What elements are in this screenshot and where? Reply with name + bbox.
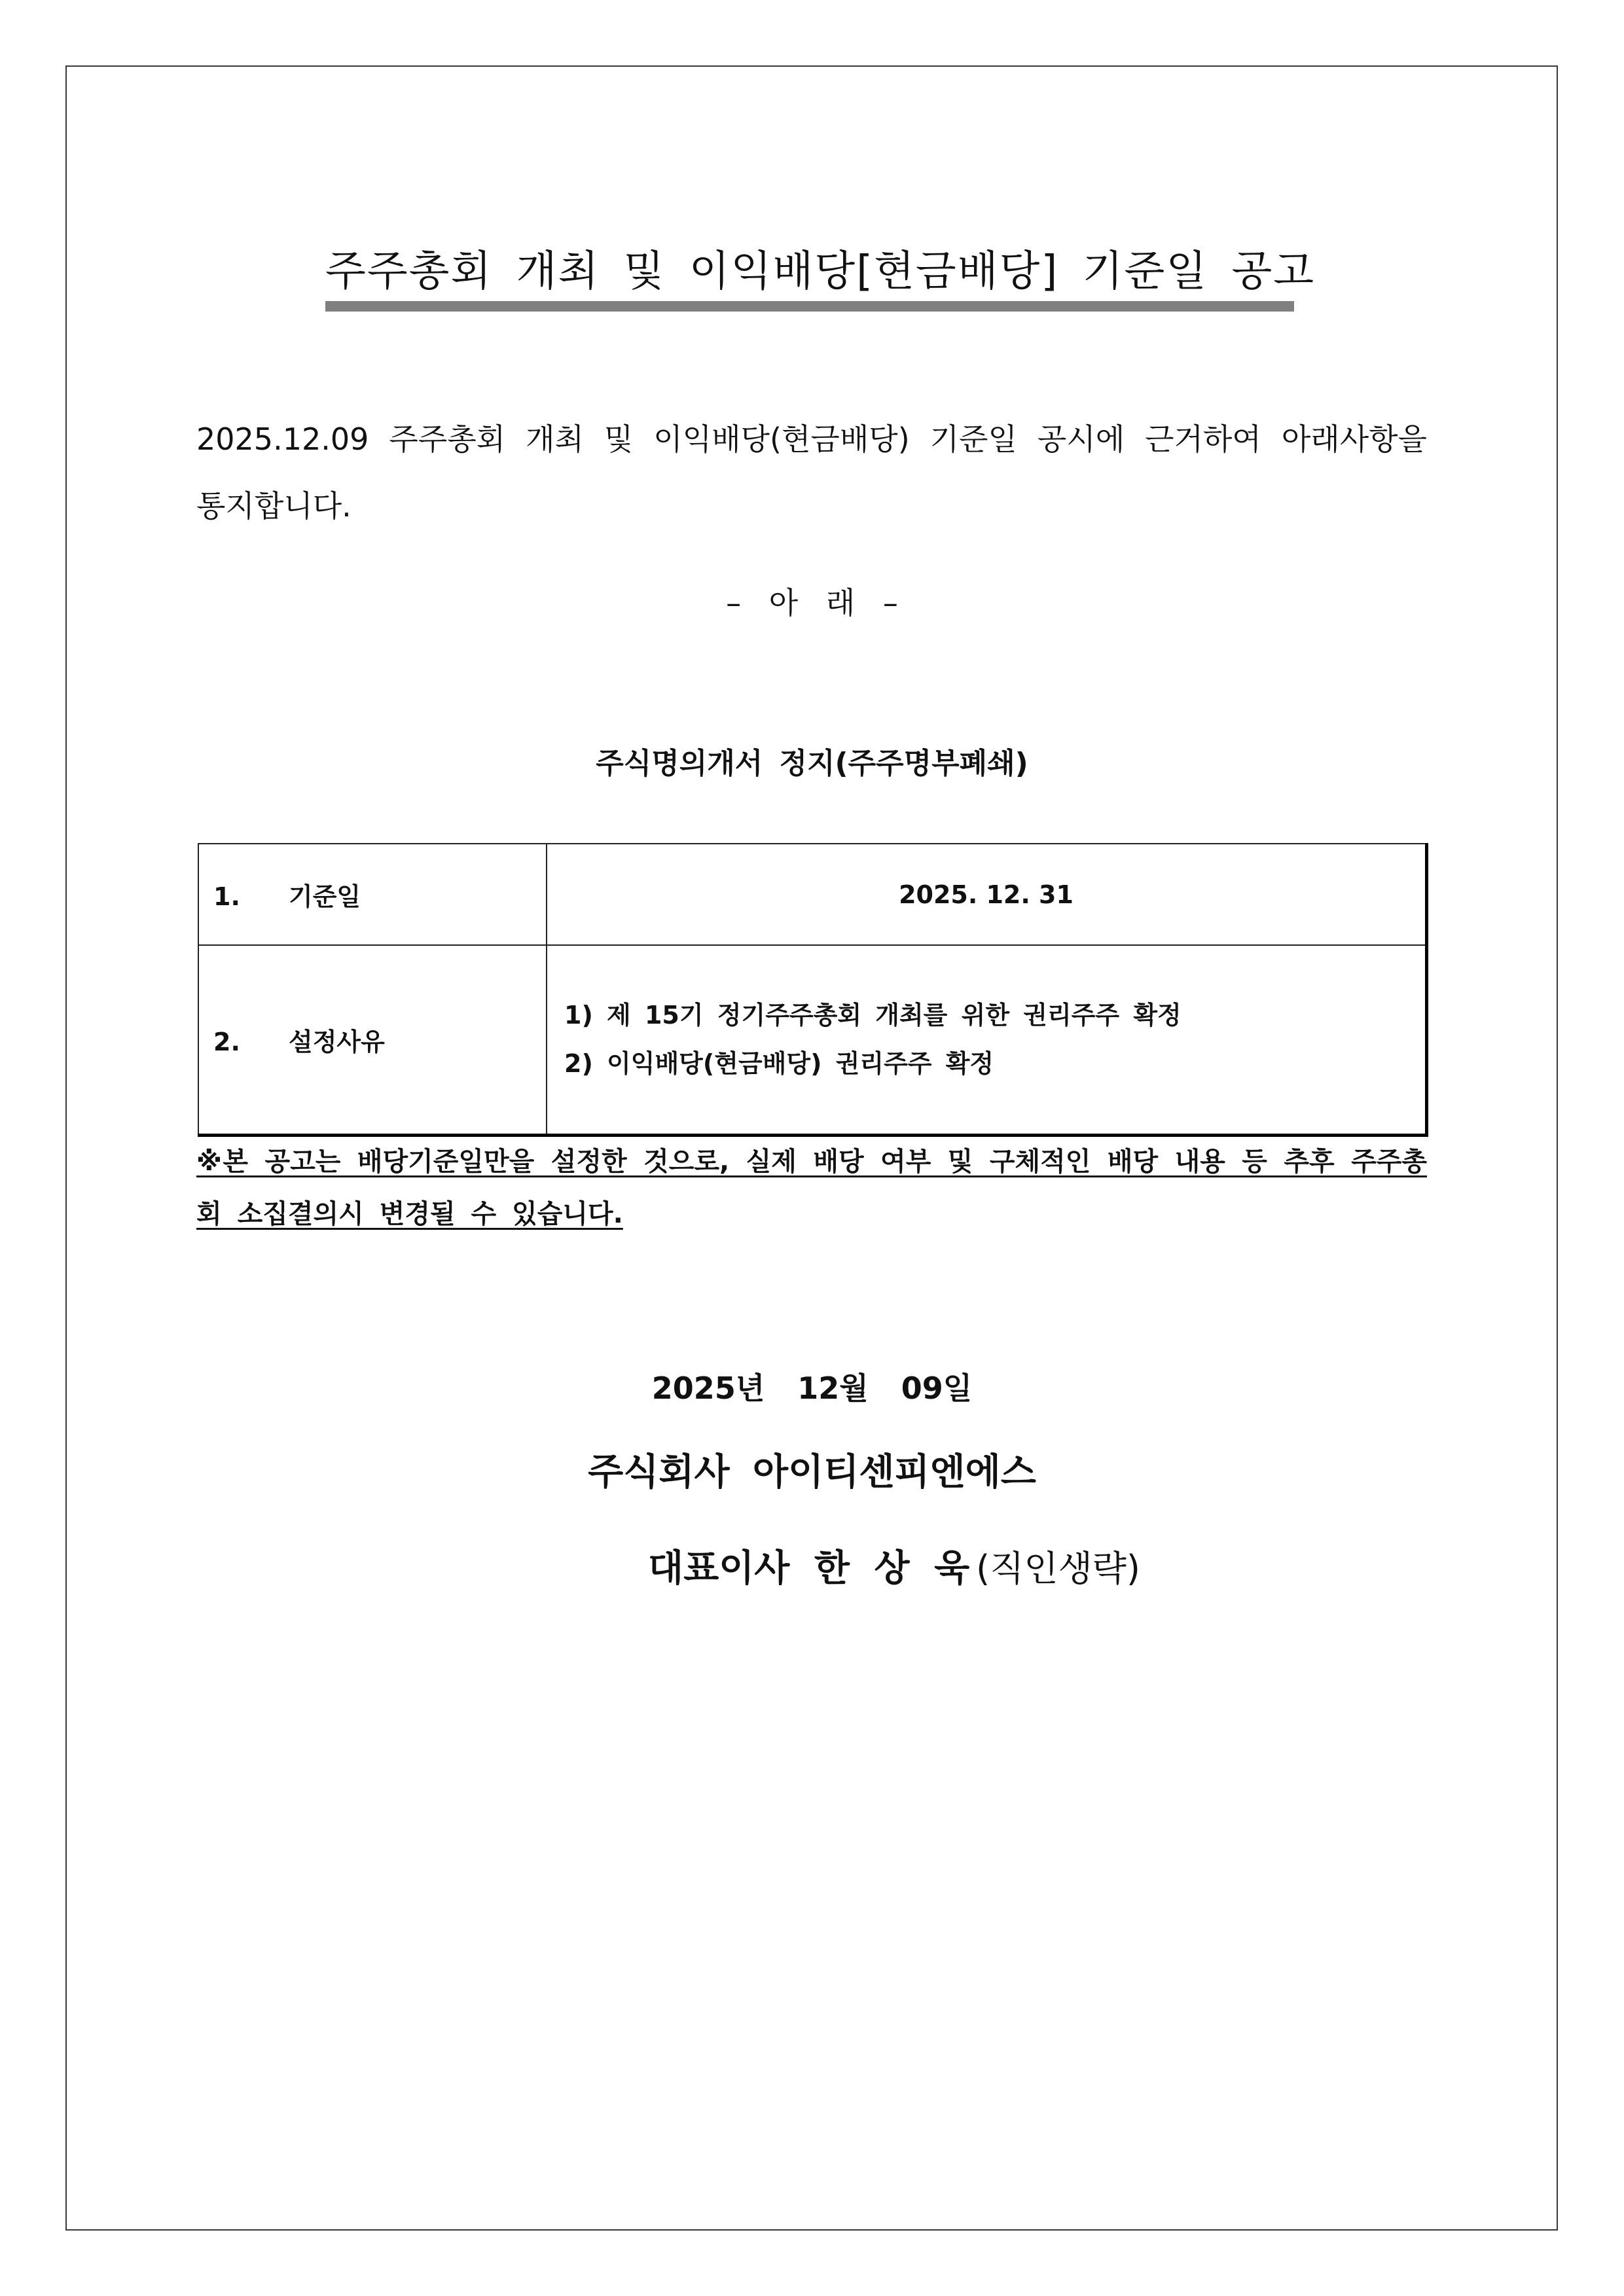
notice-text: ※본 공고는 배당기준일만을 설정한 것으로, 실제 배당 여부 및 구체적인 배당 내용 등 추후 주주총회 소집결의시 변경될 수 있습니다. [196,1147,1427,1229]
announcement-date: 2025년 12월 09일 [651,1371,973,1406]
table-cell-reason-value [547,945,1427,1135]
reason-item: 2) 이익배당(현금배당) 권리주주 확정 [564,1049,994,1079]
below-marker: – 아 래 – [726,585,898,620]
intro-paragraph: 2025.12.09 주주총회 개최 및 이익배당(현금배당) 기준일 공시에 근거하여 아래사항을 통지합니다. [196,422,1427,524]
reason-item: 1) 제 15기 정기주주총회 개최를 위한 권리주주 확정 [564,1001,1182,1030]
seal-omitted-note: (직인생략) [976,1548,1140,1589]
table-cell-record-date-value: 2025. 12. 31 [547,844,1427,945]
row-label: 기준일 [289,882,361,911]
table-row-reason [198,945,1427,1135]
ceo-signature-line [648,1539,1140,1592]
record-date-table [198,843,1428,1137]
row-number: 1. [213,882,240,911]
table-cell-label [198,945,547,1135]
row-number: 2. [213,1027,240,1056]
document-title: 주주총회 개최 및 이익배당[현금배당] 기준일 공고 [325,247,1316,296]
company-name: 주식회사 아이티센피엔에스 [588,1451,1036,1494]
table-row-record-date [198,844,1427,945]
table-cell-label [198,844,547,945]
row-label: 설정사유 [289,1027,385,1056]
section-heading: 주식명의개서 정지(주주명부폐쇄) [596,747,1028,780]
ceo-name: 대표이사 한 상 욱 [648,1547,970,1590]
title-underline-bar [325,301,1294,312]
